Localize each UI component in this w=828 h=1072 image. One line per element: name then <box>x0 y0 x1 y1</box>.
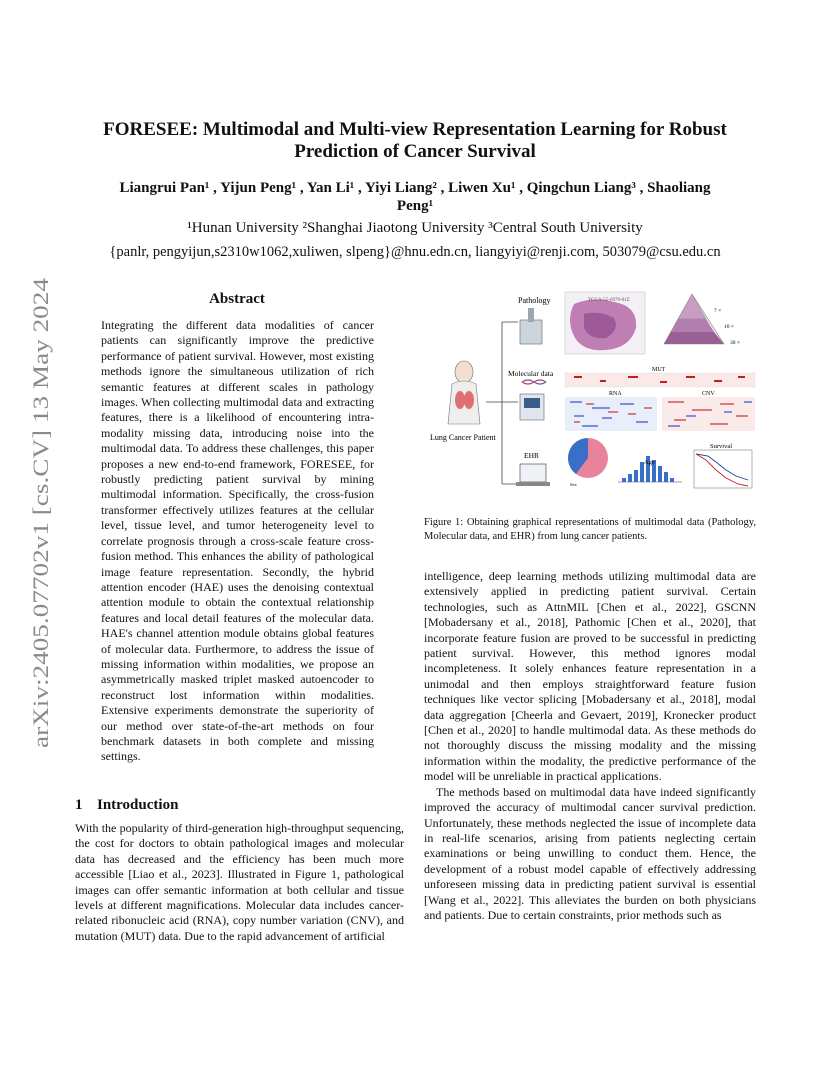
microscope-icon <box>520 308 542 344</box>
zoom-30x: 30 × <box>730 340 740 346</box>
zoom-7x: 7 × <box>714 308 722 314</box>
abstract-body: Integrating the different data modalities of cancer patients can significantly improve the predictive performance of patient survival. However, most existing methods ignore the simultaneous utilization of rich semantic features at different scales in pathology images. When collecting multimodal data and extracting features, there is a likelihood of encountering intra-modality missing data, introducing noise into the multimodal data. To address these challenges, this paper proposes a new end-to-end framework, FORESEE, for robustly predicting patient survival by mining multimodal information. Specifically, the cross-fusion transformer effectively utilizes features at the cellular level, tissue level, and tumor heterogeneity level to correlate prognosis through a cross-scale feature cross-fusion method. This enhances the ability of pathological image feature representation. Secondly, the hybrid attention encoder (HAE) uses the denoising contextual attention module to obtain the contextual relationship features and local detail features of the molecular data. HAE's channel attention module obtains global features of molecular data. Furthermore, to address the issue of missing information within modalities, we propose an asymmetrically masked triplet masked autoencoder to reconstruct lost information within modalities. Extensive experiments demonstrate the superiority of our method over state-of-the-art methods on four benchmark datasets in both complete and missing settings. <box>101 318 374 764</box>
authors-line-2: Peng¹ <box>396 198 434 214</box>
arxiv-identifier <box>18 278 58 748</box>
author-list <box>70 179 760 215</box>
sequencer-icon <box>520 394 544 420</box>
intro-right-paragraph-2: The methods based on multimodal data have indeed significantly improved the accuracy of multimodal cancer survival prediction. Unfortunately, these methods neglected the issue of incomplete data in real-life scenarios, arising from patients neglecting certain examinations or being unwilling to conduct them. Hence, the development of a robust model capable of effectively addressing unforeseen missing data in predicting patient survival is essential [Wang et al., 2022]. This alleviates the burden on both physicians and patients. Due to certain constraints, prior methods such as <box>424 784 756 922</box>
patient-illustration <box>448 361 480 424</box>
survival-curve <box>694 450 752 488</box>
sex-pie-chart <box>568 438 608 478</box>
intro-right-column <box>424 569 756 923</box>
zoom-10x: 10 × <box>724 324 734 330</box>
arxiv-id-text: arXiv:2405.07702v1 [cs.CV] 13 May 2024 <box>28 359 53 748</box>
magnification-pyramid <box>664 294 724 344</box>
section-heading-introduction <box>75 797 178 814</box>
survival-label: Survival <box>710 443 733 450</box>
pathology-label: Pathology <box>518 296 551 305</box>
author-emails: {panlr, pengyijun,s2310w1062,xuliwen, slpeng}@hnu.edn.cn, liangyiyi@renji.com, 503079@csu.edu.cn <box>109 244 721 260</box>
paper-title <box>70 119 760 163</box>
intro-right-paragraph-1: intelligence, deep learning methods utilizing multimodal data are extensively applied in predicting patient survival. Certain technologies, such as AttnMIL [Chen et al., 2022], GSCNN [Mobadersany et al., 2018], Pathomic [Chen et al., 2020], that incorporate feature fusion are proved to be successful in predicting patient survival. However, this method ignores modal incompleteness. It solely enhances feature representation in a unimodal and then employs straightforward feature fusion techniques like vector splicing [Mobadersany et al., 2018], modal data aggregation [Cheerla and Gevaert, 2019], Kronecker product [Chen et al., 2020] to handle multimodal data. As these methods do not thoroughly discuss the missing modality and the missing information within the modality, the predictive performance of the model will be unreliable in practical applications. <box>424 569 756 784</box>
abstract-heading: Abstract <box>209 291 265 307</box>
sex-legend-label: Sex <box>570 482 577 487</box>
figure-1-caption: Figure 1: Obtaining graphical representations of multimodal data (Pathology, Molecular data, and EHR) from lung cancer patients. <box>424 517 756 542</box>
laptop-icon <box>516 464 550 486</box>
mut-heatmap <box>565 373 755 387</box>
affiliations: ¹Hunan University ²Shanghai Jiaotong University ³Central South University <box>187 220 643 236</box>
authors-line-1: Liangrui Pan¹ , Yijun Peng¹ , Yan Li¹ , Yiyi Liang² , Liwen Xu¹ , Qingchun Liang³ , Shaoliang <box>119 180 711 196</box>
mut-label: MUT <box>652 367 666 373</box>
title-line-2: Prediction of Cancer Survival <box>294 141 536 162</box>
rna-label: RNA <box>609 391 622 397</box>
section-number: 1 <box>75 797 83 813</box>
title-line-1: FORESEE: Multimodal and Multi-view Representation Learning for Robust <box>103 119 727 140</box>
molecular-label: Molecular data <box>508 369 554 378</box>
intro-left-column: With the popularity of third-generation high-throughput sequencing, the cost for doctors to obtain pathological images and molecular data has decreased and the efficiency has been much more accessible [Liao et al., 2023]. Illustrated in Figure 1, pathological images can offer semantic information at both cellular and tissue levels at different magnifications. Molecular data includes cancer-related ribonucleic acid (RNA), copy number variation (CNV), and mutation (MUT) data. Due to the rapid advancement of artificial <box>75 821 404 943</box>
age-label: Age <box>644 459 655 466</box>
dna-icon <box>522 380 546 384</box>
patient-label: Lung Cancer Patient <box>430 433 496 442</box>
tcga-id-label: TCGA-55-6970-01Z <box>588 298 630 303</box>
cnv-label: CNV <box>702 391 715 397</box>
section-title: Introduction <box>97 797 179 813</box>
ehr-label: EHR <box>524 451 539 460</box>
figure-1 <box>424 284 756 510</box>
